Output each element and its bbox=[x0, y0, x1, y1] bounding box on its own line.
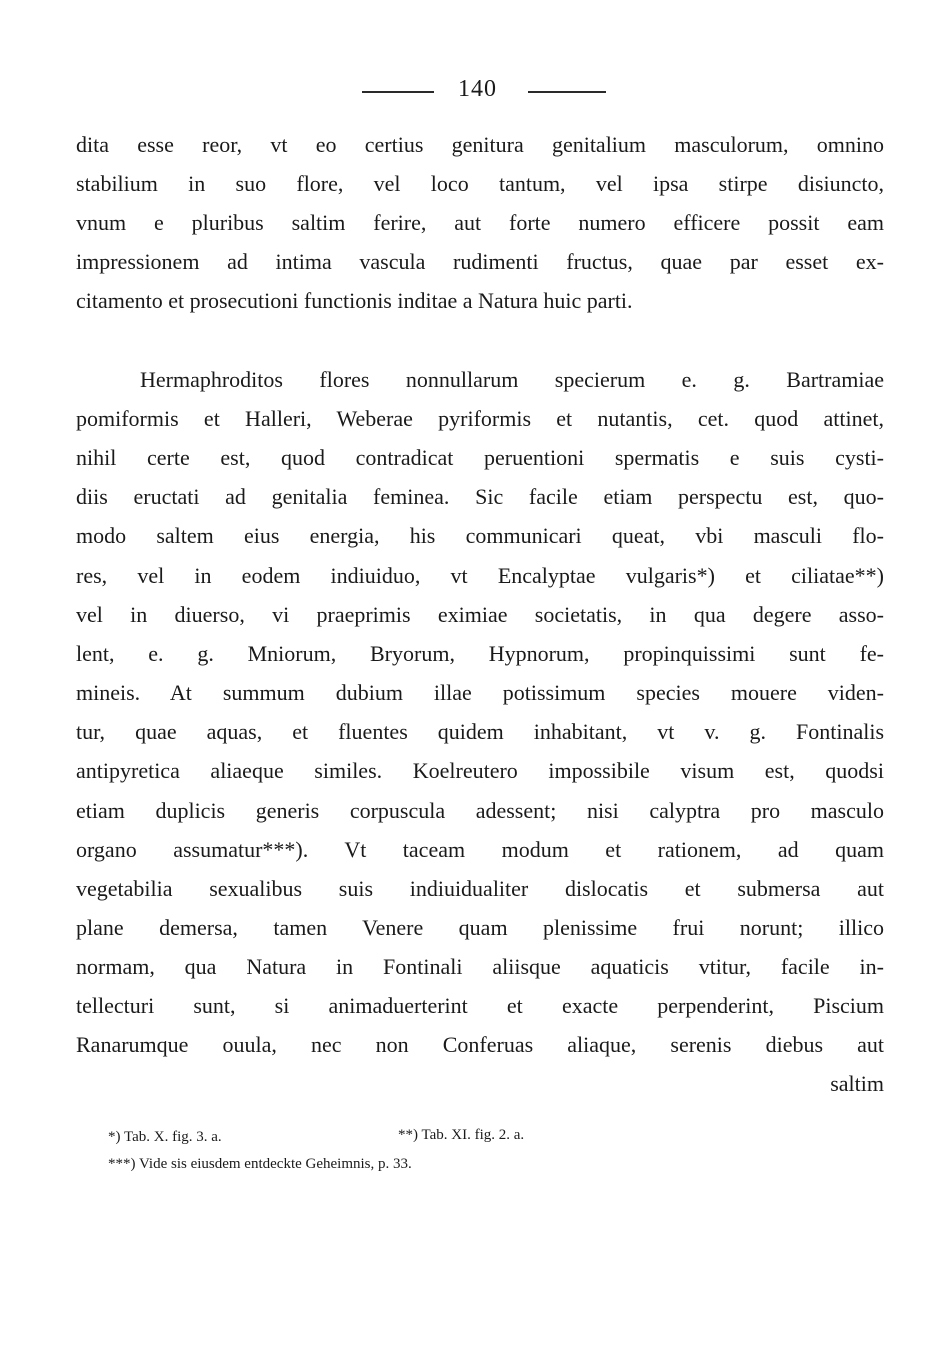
text-line: pomiformis et Halleri, Weberae pyriformis et nutantis, cet. quod attinet, bbox=[76, 406, 884, 431]
text-line: impressionem ad intima vascula rudimenti fructus, quae par esset ex- bbox=[76, 249, 884, 274]
text-line: organo assumatur***). Vt taceam modum et rationem, ad quam bbox=[76, 837, 884, 862]
text-line: dita esse reor, vt eo certius genitura genitalium masculorum, omnino bbox=[76, 132, 884, 157]
text-line: tur, quae aquas, et fluentes quidem inhabitant, vt v. g. Fontinalis bbox=[76, 719, 884, 744]
text-line: citamento et prosecutioni functionis inditae a Natura huic parti. bbox=[76, 288, 633, 313]
text-line: Ranarumque ouula, nec non Conferuas aliaque, serenis diebus aut bbox=[76, 1032, 884, 1057]
text-line: vel in diuerso, vi praeprimis eximiae societatis, in qua degere asso- bbox=[76, 602, 884, 627]
text-line: modo saltem eius energia, his communicari queat, vbi masculi flo- bbox=[76, 523, 884, 548]
footnote: *) Tab. X. fig. 3. a. bbox=[108, 1129, 222, 1145]
catchword: saltim bbox=[830, 1071, 884, 1096]
text-line: plane demersa, tamen Venere quam plenissime frui norunt; illico bbox=[76, 915, 884, 940]
text-line: Hermaphroditos flores nonnullarum specierum e. g. Bartramiae bbox=[140, 367, 884, 392]
footnote: **) Tab. XI. fig. 2. a. bbox=[398, 1127, 525, 1143]
text-line: vnum e pluribus saltim ferire, aut forte numero efficere possit eam bbox=[76, 210, 884, 235]
text-line: normam, qua Natura in Fontinali aliisque aquaticis vtitur, facile in- bbox=[76, 954, 884, 979]
text-line: diis eructati ad genitalia feminea. Sic facile etiam perspectu est, quo- bbox=[76, 484, 884, 509]
text-line: res, vel in eodem indiuiduo, vt Encalyptae vulgaris*) et ciliatae**) bbox=[76, 563, 884, 588]
page-number: 140 bbox=[458, 76, 497, 102]
text-line: tellecturi sunt, si animaduerterint et exacte perpenderint, Piscium bbox=[76, 993, 884, 1018]
text-line: lent, e. g. Mniorum, Bryorum, Hypnorum, propinquissimi sunt fe- bbox=[76, 641, 884, 666]
text-line: stabilium in suo flore, vel loco tantum, vel ipsa stirpe disiuncto, bbox=[76, 171, 884, 196]
text-line: antipyretica aliaeque similes. Koelreutero impossibile visum est, quodsi bbox=[76, 758, 884, 783]
text-line: etiam duplicis generis corpuscula adessent; nisi calyptra pro masculo bbox=[76, 798, 884, 823]
page-header bbox=[0, 76, 950, 106]
header-rule-left bbox=[362, 91, 434, 93]
footnote: ***) Vide sis eiusdem entdeckte Geheimnis, p. 33. bbox=[108, 1156, 412, 1172]
text-line: vegetabilia sexualibus suis indiuidualiter dislocatis et submersa aut bbox=[76, 876, 884, 901]
header-rule-right bbox=[528, 91, 606, 93]
text-line: mineis. At summum dubium illae potissimum species mouere viden- bbox=[76, 680, 884, 705]
text-line: nihil certe est, quod contradicat peruentioni spermatis e suis cysti- bbox=[76, 445, 884, 470]
